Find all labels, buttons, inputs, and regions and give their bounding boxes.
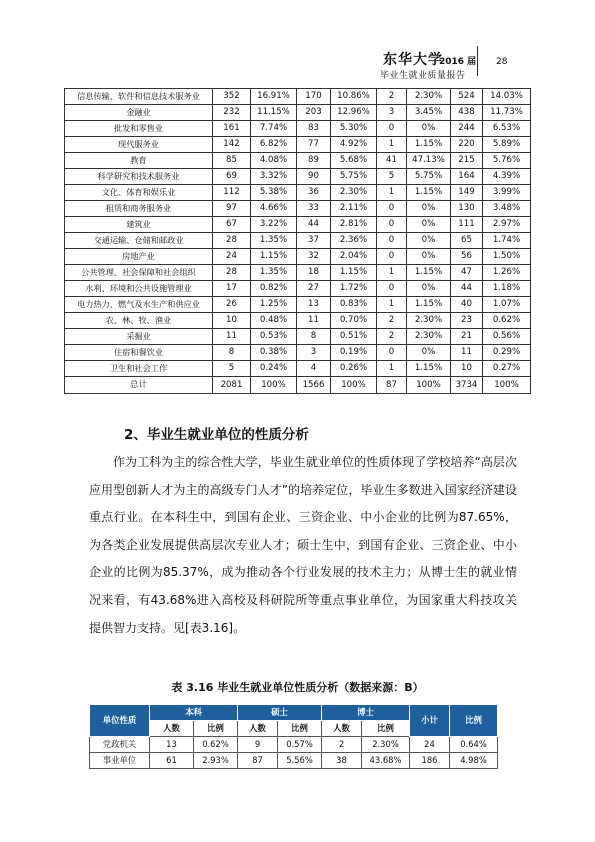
row-label-cell: 房地产业 bbox=[65, 249, 213, 265]
table-cell: 11.73% bbox=[483, 105, 531, 121]
table-cell: 6.82% bbox=[251, 137, 297, 153]
table-cell: 0% bbox=[407, 233, 451, 249]
table-cell: 2.30% bbox=[407, 89, 451, 105]
table-cell: 37 bbox=[297, 233, 331, 249]
table-cell: 9 bbox=[238, 737, 278, 753]
table-row bbox=[65, 329, 531, 345]
report-title: 毕业生就业质量报告 bbox=[380, 71, 466, 81]
table-cell: 2.04% bbox=[331, 249, 377, 265]
header-master-percent: 比例 bbox=[278, 721, 322, 737]
table-cell: 111 bbox=[451, 217, 483, 233]
table-cell: 352 bbox=[213, 89, 251, 105]
total-row bbox=[65, 377, 531, 394]
row-label-cell: 电力热力、燃气及水生产和供应业 bbox=[65, 297, 213, 313]
table-cell: 5.38% bbox=[251, 185, 297, 201]
table-row bbox=[90, 737, 498, 753]
section-paragraph: 作为工科为主的综合性大学，毕业生就业单位的性质体现了学校培养“高层次应用型创新人才为主的高级专门人才”的培养定位，毕业生多数进入国家经济建设重点行业。在本科生中，到国有企业、三资企业、中小企业的比例为87.65%，为各类企业发展提供高层次专业人才；硕士生中，到国有企业、三资企业、中小企业的比例为85.37%，成为推动各个行业发展的技术主力；从博士生的就业情况来看，有43.68%进入高校及科研院所等重点事业单位，为国家重大科技攻关提供智力支持。见[表3.16]。 bbox=[89, 455, 517, 635]
table-cell: 5.75% bbox=[407, 169, 451, 185]
table-cell: 2.30% bbox=[407, 313, 451, 329]
total-cell: 87 bbox=[377, 377, 407, 394]
table-cell: 0% bbox=[407, 201, 451, 217]
table-cell: 4.08% bbox=[251, 153, 297, 169]
table-cell: 10.86% bbox=[331, 89, 377, 105]
row-label-cell: 住宿和餐饮业 bbox=[65, 345, 213, 361]
table-cell: 2.30% bbox=[362, 737, 410, 753]
table-cell: 2 bbox=[377, 329, 407, 345]
row-label-cell: 现代服务业 bbox=[65, 137, 213, 153]
table-cell: 3.32% bbox=[251, 169, 297, 185]
total-cell: 100% bbox=[331, 377, 377, 394]
report-year: 2016 届 bbox=[439, 57, 477, 67]
table-cell: 16.91% bbox=[251, 89, 297, 105]
table-cell: 2.93% bbox=[194, 753, 238, 769]
header-unit-nature: 单位性质 bbox=[90, 705, 150, 737]
table-cell: 8 bbox=[213, 345, 251, 361]
table-cell: 232 bbox=[213, 105, 251, 121]
table-cell: 2.36% bbox=[331, 233, 377, 249]
table-cell: 164 bbox=[451, 169, 483, 185]
table-cell: 0.27% bbox=[483, 361, 531, 377]
table-cell: 47.13% bbox=[407, 153, 451, 169]
table-cell: 0 bbox=[377, 249, 407, 265]
table-cell: 8 bbox=[297, 329, 331, 345]
table-cell: 203 bbox=[297, 105, 331, 121]
table-cell: 0 bbox=[377, 121, 407, 137]
row-label-cell: 租赁和商务服务业 bbox=[65, 201, 213, 217]
table-cell: 23 bbox=[451, 313, 483, 329]
total-cell: 100% bbox=[483, 377, 531, 394]
row-label-cell: 信息传输、软件和信息技术服务业 bbox=[65, 89, 213, 105]
header-subtotal: 小计 bbox=[410, 705, 450, 737]
table-cell: 170 bbox=[297, 89, 331, 105]
table-cell: 21 bbox=[451, 329, 483, 345]
table-cell: 2 bbox=[322, 737, 362, 753]
table-cell: 24 bbox=[410, 737, 450, 753]
table-cell: 3.22% bbox=[251, 217, 297, 233]
industry-distribution-table bbox=[64, 88, 531, 394]
table-cell: 26 bbox=[213, 297, 251, 313]
table-cell: 4.39% bbox=[483, 169, 531, 185]
table-cell: 24 bbox=[213, 249, 251, 265]
table-cell: 7.74% bbox=[251, 121, 297, 137]
table-cell: 41 bbox=[377, 153, 407, 169]
table-cell: 2.11% bbox=[331, 201, 377, 217]
table-cell: 0.24% bbox=[251, 361, 297, 377]
header-bachelor-count: 人数 bbox=[150, 721, 194, 737]
table-cell: 0.82% bbox=[251, 281, 297, 297]
table-cell: 0% bbox=[407, 249, 451, 265]
table-cell: 56 bbox=[451, 249, 483, 265]
table-cell: 1.15% bbox=[251, 249, 297, 265]
table-cell: 0 bbox=[377, 345, 407, 361]
table-cell: 2.81% bbox=[331, 217, 377, 233]
table-cell: 0.51% bbox=[331, 329, 377, 345]
table-cell: 28 bbox=[213, 233, 251, 249]
page-number: 28 bbox=[496, 57, 508, 67]
row-label-cell: 卫生和社会工作 bbox=[65, 361, 213, 377]
table-cell: 18 bbox=[297, 265, 331, 281]
table-cell: 1.50% bbox=[483, 249, 531, 265]
table-cell: 36 bbox=[297, 185, 331, 201]
table-cell: 142 bbox=[213, 137, 251, 153]
table-row bbox=[65, 201, 531, 217]
table-cell: 130 bbox=[451, 201, 483, 217]
row-label-cell: 教育 bbox=[65, 153, 213, 169]
table-cell: 2.30% bbox=[331, 185, 377, 201]
table-row bbox=[65, 361, 531, 377]
table-cell: 0.53% bbox=[251, 329, 297, 345]
table-cell: 47 bbox=[451, 265, 483, 281]
table-cell: 14.03% bbox=[483, 89, 531, 105]
row-label-cell: 建筑业 bbox=[65, 217, 213, 233]
table-cell: 5.30% bbox=[331, 121, 377, 137]
table-cell: 27 bbox=[297, 281, 331, 297]
table-cell: 44 bbox=[297, 217, 331, 233]
header-bachelor-percent: 比例 bbox=[194, 721, 238, 737]
table-cell: 2.97% bbox=[483, 217, 531, 233]
table-cell: 10 bbox=[451, 361, 483, 377]
table-cell: 2 bbox=[377, 313, 407, 329]
header-master: 硕士 bbox=[238, 705, 322, 721]
table-cell: 0.83% bbox=[331, 297, 377, 313]
table-cell: 4.92% bbox=[331, 137, 377, 153]
table-cell: 1 bbox=[377, 137, 407, 153]
table-cell: 38 bbox=[322, 753, 362, 769]
university-name: 东华大学 bbox=[383, 52, 443, 68]
table-row bbox=[90, 753, 498, 769]
table-cell: 13 bbox=[297, 297, 331, 313]
page-header bbox=[0, 44, 595, 84]
table-cell: 3.45% bbox=[407, 105, 451, 121]
table-row bbox=[65, 121, 531, 137]
table-cell: 11 bbox=[213, 329, 251, 345]
table-cell: 3 bbox=[377, 105, 407, 121]
table-cell: 1.18% bbox=[483, 281, 531, 297]
table-cell: 0 bbox=[377, 233, 407, 249]
table-cell: 13 bbox=[150, 737, 194, 753]
table-cell: 0.62% bbox=[194, 737, 238, 753]
table-cell: 5 bbox=[377, 169, 407, 185]
row-label-cell: 事业单位 bbox=[90, 753, 150, 769]
row-label-cell: 农、林、牧、渔业 bbox=[65, 313, 213, 329]
table-cell: 17 bbox=[213, 281, 251, 297]
table-row bbox=[65, 313, 531, 329]
table-cell: 1.15% bbox=[407, 361, 451, 377]
header-divider bbox=[477, 46, 478, 76]
table-cell: 1.15% bbox=[407, 297, 451, 313]
table-cell: 33 bbox=[297, 201, 331, 217]
table-caption: 表 3.16 毕业生就业单位性质分析（数据来源：B） bbox=[171, 681, 424, 694]
table-cell: 244 bbox=[451, 121, 483, 137]
table-cell: 1.35% bbox=[251, 265, 297, 281]
row-label-cell: 科学研究和技术服务业 bbox=[65, 169, 213, 185]
table-row bbox=[65, 105, 531, 121]
table-cell: 0.57% bbox=[278, 737, 322, 753]
total-cell: 3734 bbox=[451, 377, 483, 394]
table-cell: 10 bbox=[213, 313, 251, 329]
row-label-cell: 金融业 bbox=[65, 105, 213, 121]
table-cell: 1.15% bbox=[331, 265, 377, 281]
table-cell: 0% bbox=[407, 281, 451, 297]
table-cell: 1 bbox=[377, 297, 407, 313]
table-cell: 5.76% bbox=[483, 153, 531, 169]
table-cell: 32 bbox=[297, 249, 331, 265]
header-doctor-count: 人数 bbox=[322, 721, 362, 737]
table-cell: 97 bbox=[213, 201, 251, 217]
table-cell: 149 bbox=[451, 185, 483, 201]
header-doctor-percent: 比例 bbox=[362, 721, 410, 737]
table-cell: 3.99% bbox=[483, 185, 531, 201]
table-cell: 0 bbox=[377, 281, 407, 297]
table-cell: 1 bbox=[377, 361, 407, 377]
table-cell: 6.53% bbox=[483, 121, 531, 137]
total-cell: 2081 bbox=[213, 377, 251, 394]
table-cell: 85 bbox=[213, 153, 251, 169]
table-row bbox=[65, 249, 531, 265]
row-label-cell: 水利、环境和公共设施管理业 bbox=[65, 281, 213, 297]
table-cell: 0.26% bbox=[331, 361, 377, 377]
total-cell: 1566 bbox=[297, 377, 331, 394]
row-label-cell: 交通运输、仓储和邮政业 bbox=[65, 233, 213, 249]
table-cell: 438 bbox=[451, 105, 483, 121]
table-row bbox=[65, 233, 531, 249]
table-cell: 4 bbox=[297, 361, 331, 377]
table-cell: 11 bbox=[451, 345, 483, 361]
table-cell: 5.75% bbox=[331, 169, 377, 185]
table-cell: 186 bbox=[410, 753, 450, 769]
row-label-cell: 采掘业 bbox=[65, 329, 213, 345]
table-cell: 67 bbox=[213, 217, 251, 233]
table-cell: 12.96% bbox=[331, 105, 377, 121]
row-label-cell: 批发和零售业 bbox=[65, 121, 213, 137]
table-row bbox=[65, 137, 531, 153]
table-cell: 1.74% bbox=[483, 233, 531, 249]
total-cell: 100% bbox=[251, 377, 297, 394]
header-ratio: 比例 bbox=[450, 705, 498, 737]
table-cell: 161 bbox=[213, 121, 251, 137]
table-cell: 0.48% bbox=[251, 313, 297, 329]
total-cell: 100% bbox=[407, 377, 451, 394]
table-cell: 1.25% bbox=[251, 297, 297, 313]
table-cell: 1.15% bbox=[407, 185, 451, 201]
table-cell: 3.48% bbox=[483, 201, 531, 217]
table-cell: 0.62% bbox=[483, 313, 531, 329]
table-cell: 4.66% bbox=[251, 201, 297, 217]
table-cell: 11 bbox=[297, 313, 331, 329]
table-cell: 0 bbox=[377, 217, 407, 233]
table-cell: 0.70% bbox=[331, 313, 377, 329]
table-cell: 43.68% bbox=[362, 753, 410, 769]
table-row bbox=[65, 345, 531, 361]
table-cell: 3 bbox=[297, 345, 331, 361]
table-row bbox=[65, 169, 531, 185]
table-cell: 1.72% bbox=[331, 281, 377, 297]
table-cell: 0 bbox=[377, 201, 407, 217]
table-cell: 5.68% bbox=[331, 153, 377, 169]
table-cell: 1.15% bbox=[407, 265, 451, 281]
table-row bbox=[65, 89, 531, 105]
table-cell: 1.15% bbox=[407, 137, 451, 153]
table-cell: 524 bbox=[451, 89, 483, 105]
table-row bbox=[65, 185, 531, 201]
table-cell: 0% bbox=[407, 217, 451, 233]
table-cell: 0.38% bbox=[251, 345, 297, 361]
table-cell: 90 bbox=[297, 169, 331, 185]
table-row bbox=[65, 153, 531, 169]
table-cell: 2 bbox=[377, 89, 407, 105]
table-cell: 87 bbox=[238, 753, 278, 769]
row-label-cell: 文化、体育和娱乐业 bbox=[65, 185, 213, 201]
employer-nature-table bbox=[89, 704, 498, 769]
table-cell: 220 bbox=[451, 137, 483, 153]
table-cell: 1 bbox=[377, 265, 407, 281]
table-cell: 0.29% bbox=[483, 345, 531, 361]
table-cell: 215 bbox=[451, 153, 483, 169]
table-cell: 1.07% bbox=[483, 297, 531, 313]
table-cell: 44 bbox=[451, 281, 483, 297]
row-label-cell: 党政机关 bbox=[90, 737, 150, 753]
table-cell: 2.30% bbox=[407, 329, 451, 345]
table-cell: 5 bbox=[213, 361, 251, 377]
table-row bbox=[65, 265, 531, 281]
table-cell: 1.26% bbox=[483, 265, 531, 281]
table-cell: 61 bbox=[150, 753, 194, 769]
table-row bbox=[65, 217, 531, 233]
row-label-cell: 公共管理、社会保障和社会组织 bbox=[65, 265, 213, 281]
table-cell: 69 bbox=[213, 169, 251, 185]
table-cell: 5.89% bbox=[483, 137, 531, 153]
table-cell: 0% bbox=[407, 345, 451, 361]
table-cell: 4.98% bbox=[450, 753, 498, 769]
table-cell: 11.15% bbox=[251, 105, 297, 121]
table-row bbox=[65, 281, 531, 297]
table-cell: 0.64% bbox=[450, 737, 498, 753]
header-master-count: 人数 bbox=[238, 721, 278, 737]
table-cell: 5.56% bbox=[278, 753, 322, 769]
table-cell: 112 bbox=[213, 185, 251, 201]
table-cell: 28 bbox=[213, 265, 251, 281]
table-cell: 1 bbox=[377, 185, 407, 201]
table-row bbox=[65, 297, 531, 313]
table-cell: 0% bbox=[407, 121, 451, 137]
table-cell: 89 bbox=[297, 153, 331, 169]
table-cell: 83 bbox=[297, 121, 331, 137]
total-label-cell: 总计 bbox=[65, 377, 213, 394]
table-cell: 1.35% bbox=[251, 233, 297, 249]
table-cell: 0.56% bbox=[483, 329, 531, 345]
table-cell: 77 bbox=[297, 137, 331, 153]
table-cell: 40 bbox=[451, 297, 483, 313]
table-cell: 0.19% bbox=[331, 345, 377, 361]
table-cell: 65 bbox=[451, 233, 483, 249]
header-doctor: 博士 bbox=[322, 705, 410, 721]
section-heading: 2、毕业生就业单位的性质分析 bbox=[124, 427, 309, 443]
header-bachelor: 本科 bbox=[150, 705, 238, 721]
